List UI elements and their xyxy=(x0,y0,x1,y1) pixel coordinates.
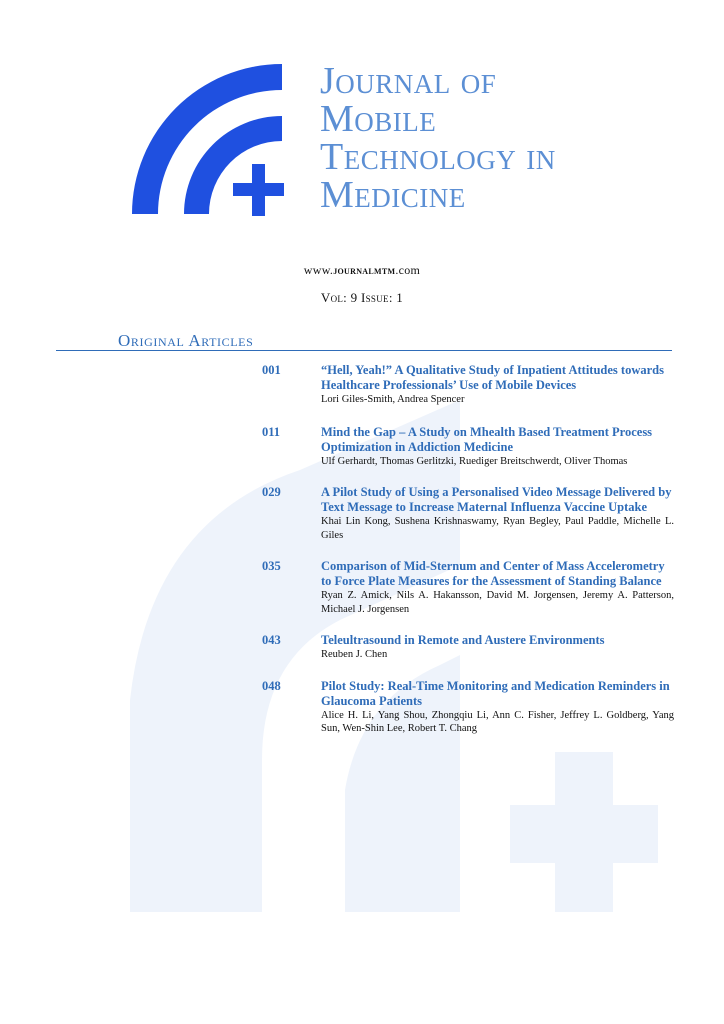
website-prefix: www. xyxy=(303,263,334,277)
article-authors: Lori Giles-Smith, Andrea Spencer xyxy=(321,394,465,405)
article-title[interactable]: Comparison of Mid-Sternum and Center of Mass Accelerometry to Force Plate Measures for the Assessment of Standing Balance xyxy=(321,559,665,588)
article-title[interactable]: Teleultrasound in Remote and Austere Environments xyxy=(321,633,605,647)
section-divider xyxy=(56,350,672,351)
article-list xyxy=(262,363,674,736)
journal-title-line: Technology in xyxy=(320,136,556,178)
article-entry[interactable] xyxy=(262,363,674,407)
journal-title-line: Medicine xyxy=(320,174,466,216)
article-title[interactable]: Pilot Study: Real-Time Monitoring and Medication Reminders in Glaucoma Patients xyxy=(321,678,670,708)
journal-title-line: Mobile xyxy=(320,98,437,140)
article-page-number: 043 xyxy=(262,633,281,647)
website-suffix: .com xyxy=(395,263,421,277)
article-authors: Ulf Gerhardt, Thomas Gerlitzki, Ruediger Breitschwerdt, Oliver Thomas xyxy=(321,455,628,467)
article-title[interactable]: Mind the Gap – A Study on Mhealth Based Treatment Process Optimization in Addiction Medicine xyxy=(321,424,653,454)
volume-issue: Vol: 9 Issue: 1 xyxy=(320,290,404,305)
article-page-number: 011 xyxy=(262,424,281,439)
journal-title xyxy=(320,62,556,214)
website-domain: journalmtm xyxy=(333,263,396,277)
journal-logo-icon xyxy=(128,64,298,224)
article-page-number: 048 xyxy=(262,678,281,693)
article-entry[interactable] xyxy=(262,485,674,542)
article-authors: Reuben J. Chen xyxy=(321,649,388,660)
journal-website[interactable] xyxy=(0,263,724,278)
article-entry[interactable] xyxy=(262,633,674,662)
article-page-number: 035 xyxy=(262,559,281,573)
article-authors: Ryan Z. Amick, Nils A. Hakansson, David M. Jorgensen, Jeremy A. Patterson, Michael J. Jorgensen xyxy=(321,590,674,615)
article-entry[interactable] xyxy=(262,679,674,736)
section-heading: Original Articles xyxy=(118,331,254,350)
article-authors: Khai Lin Kong, Sushena Krishnaswamy, Ryan Begley, Paul Paddle, Michelle L. Giles xyxy=(321,516,674,541)
article-page-number: 029 xyxy=(262,485,281,499)
article-title[interactable]: “Hell, Yeah!” A Qualitative Study of Inpatient Attitudes towards Healthcare Professionals’ Use of Mobile Devices xyxy=(321,363,664,392)
article-authors: Alice H. Li, Yang Shou, Zhongqiu Li, Ann C. Fisher, Jeffrey L. Goldberg, Yang Sun, Wen-Shin Lee, Robert T. Chang xyxy=(321,709,674,734)
article-entry[interactable] xyxy=(262,425,674,469)
article-page-number: 001 xyxy=(262,363,281,377)
article-title[interactable]: A Pilot Study of Using a Personalised Video Message Delivered by Text Message to Increase Maternal Influenza Vaccine Uptake xyxy=(321,485,672,514)
journal-title-line: Journal of xyxy=(320,60,497,102)
article-entry[interactable] xyxy=(262,559,674,616)
